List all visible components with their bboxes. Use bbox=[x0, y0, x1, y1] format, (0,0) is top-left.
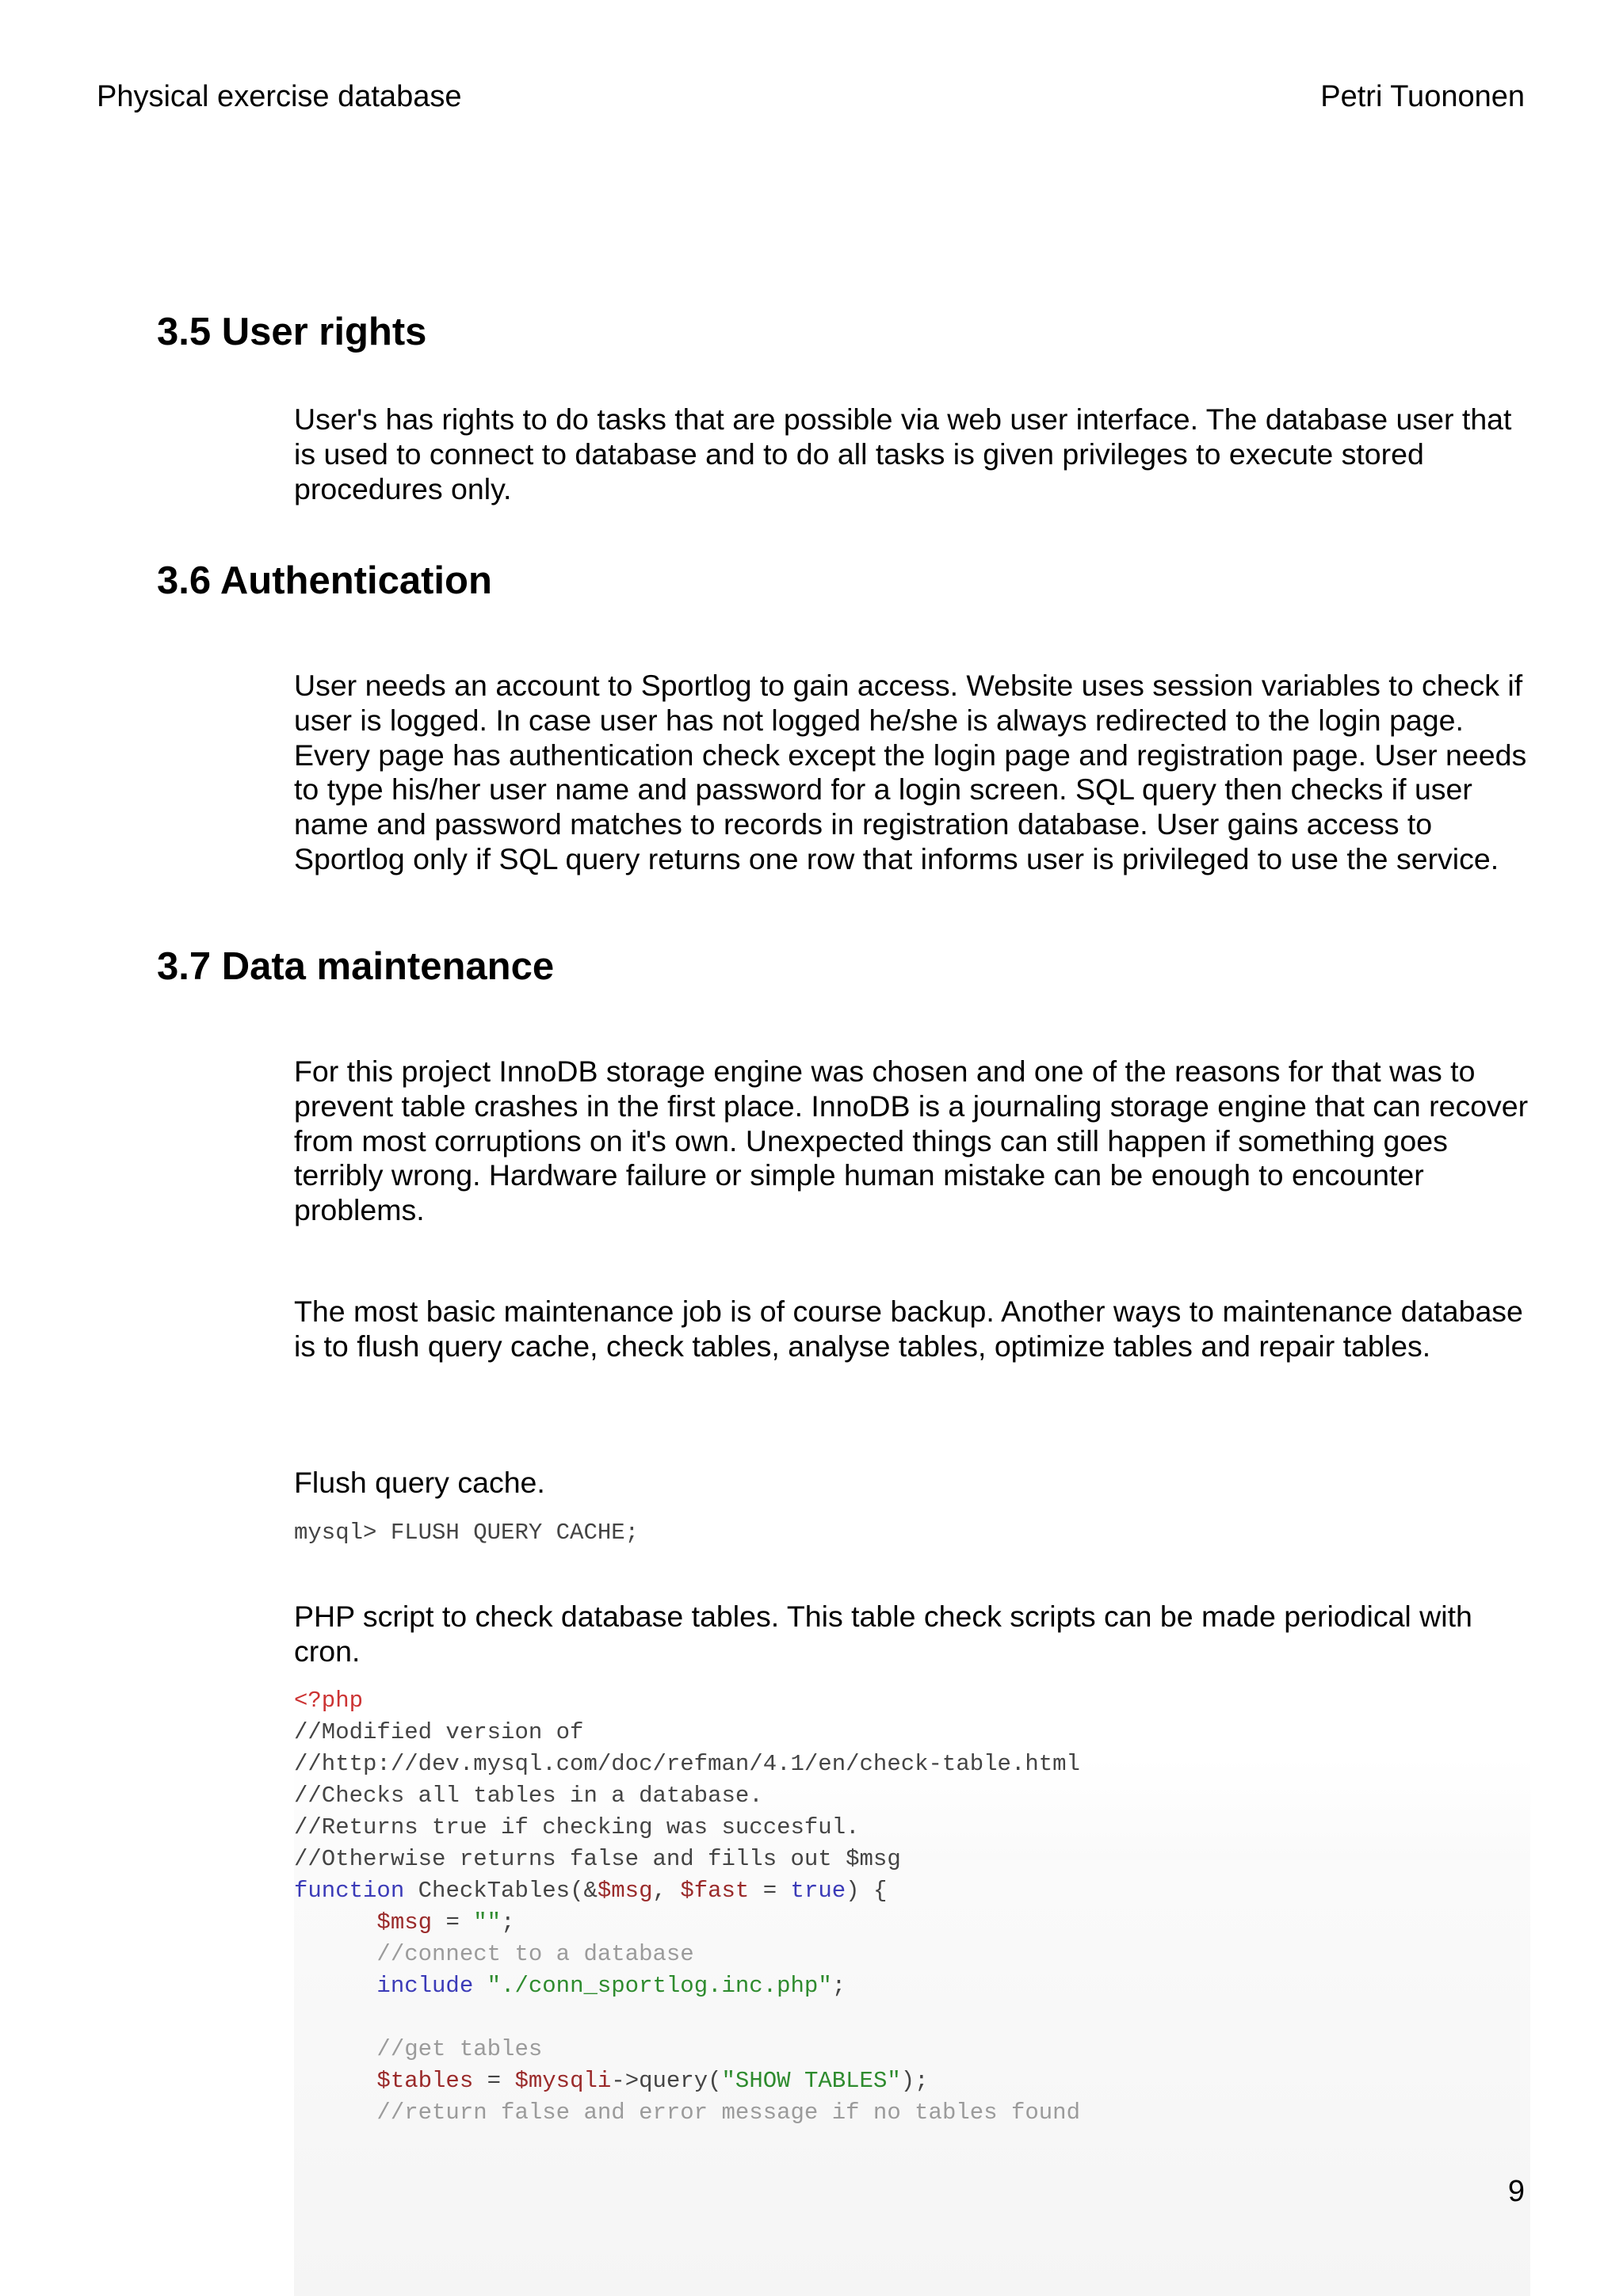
code-punct: = bbox=[749, 1878, 791, 1904]
section-heading-authentication: 3.6 Authentication bbox=[157, 559, 492, 602]
code-punct: ) { bbox=[846, 1878, 888, 1904]
code-line-comment: //Checks all tables in a database. bbox=[294, 1783, 763, 1809]
code-comment: //get tables bbox=[376, 2036, 543, 2062]
code-variable: $tables bbox=[376, 2068, 474, 2094]
code-line-comment: //http://dev.mysql.com/doc/refman/4.1/en/check-table.html bbox=[294, 1751, 1080, 1777]
paragraph-innodb: For this project InnoDB storage engine was chosen and one of the reasons for that was to prevent table crashes in the first place. InnoDB is a journaling storage engine that can recover from most corruptions on it's own. Unexpected things can still happen if something goes terribly wrong. Hardware failure or simple human mistake can be enough to encounter problems. bbox=[294, 1055, 1529, 1227]
code-punct: ; bbox=[831, 1973, 846, 1999]
code-variable: $msg bbox=[376, 1909, 433, 1936]
code-variable: $mysqli bbox=[514, 2068, 612, 2094]
code-indent bbox=[294, 2036, 376, 2062]
code-keyword: true bbox=[790, 1878, 846, 1904]
code-punct: = bbox=[473, 2068, 515, 2094]
code-string: "SHOW TABLES" bbox=[721, 2068, 901, 2094]
paragraph-maintenance-jobs: The most basic maintenance job is of course backup. Another ways to maintenance database is to flush query cache, check tables, analyse tables, optimize tables and repair tables. bbox=[294, 1295, 1523, 1363]
paragraph-user-rights: User's has rights to do tasks that are possible via web user interface. The database user that is used to connect to database and to do all tasks is given privileges to execute stored procedures only. bbox=[294, 402, 1512, 505]
code-punct: , bbox=[652, 1878, 681, 1904]
section-heading-data-maintenance: 3.7 Data maintenance bbox=[157, 945, 555, 988]
code-indent bbox=[294, 1941, 376, 1967]
code-keyword: function bbox=[294, 1878, 405, 1904]
code-space bbox=[473, 1973, 487, 1999]
section-heading-user-rights: 3.5 User rights bbox=[157, 311, 427, 353]
code-punct: ); bbox=[900, 2068, 929, 2094]
code-line-comment: //Otherwise returns false and fills out $msg bbox=[294, 1846, 901, 1872]
code-method-call: ->query( bbox=[611, 2068, 722, 2094]
code-flush-query-cache: mysql> FLUSH QUERY CACHE; bbox=[294, 1520, 640, 1546]
code-php-check-tables bbox=[294, 1685, 1080, 2129]
paragraph-flush-intro: Flush query cache. bbox=[294, 1466, 545, 1499]
code-punct: = bbox=[432, 1909, 474, 1936]
code-string: "" bbox=[473, 1909, 502, 1936]
code-function-name: CheckTables(& bbox=[404, 1878, 598, 1904]
code-indent bbox=[294, 1973, 376, 1999]
running-header-title: Physical exercise database bbox=[97, 80, 462, 113]
code-variable: $fast bbox=[680, 1878, 750, 1904]
code-indent bbox=[294, 1909, 376, 1936]
code-punct: ; bbox=[501, 1909, 515, 1936]
running-header-author: Petri Tuononen bbox=[1320, 80, 1525, 113]
code-indent bbox=[294, 2100, 376, 2126]
code-variable: $msg bbox=[597, 1878, 653, 1904]
code-line-comment: //Returns true if checking was succesful. bbox=[294, 1814, 860, 1840]
code-comment: //return false and error message if no tables found bbox=[376, 2100, 1080, 2126]
code-comment: //connect to a database bbox=[376, 1941, 694, 1967]
code-line-comment: //Modified version of bbox=[294, 1719, 584, 1745]
code-string: "./conn_sportlog.inc.php" bbox=[487, 1973, 832, 1999]
paragraph-authentication: User needs an account to Sportlog to gain access. Website uses session variables to check if user is logged. In case user has not logged he/she is always redirected to the login page. Every page has authentication check except the login page and registration page. User needs to type his/her user name and password for a login screen. SQL query then checks if user name and password matches to records in registration database. User gains access to Sportlog only if SQL query returns one row that informs user is privileged to use the service. bbox=[294, 669, 1527, 875]
code-indent bbox=[294, 2068, 376, 2094]
paragraph-php-script-intro: PHP script to check database tables. This table check scripts can be made periodical with cron. bbox=[294, 1600, 1472, 1668]
code-keyword: include bbox=[376, 1973, 474, 1999]
page-number: 9 bbox=[1507, 2175, 1525, 2208]
code-line-open-tag: <?php bbox=[294, 1688, 364, 1714]
